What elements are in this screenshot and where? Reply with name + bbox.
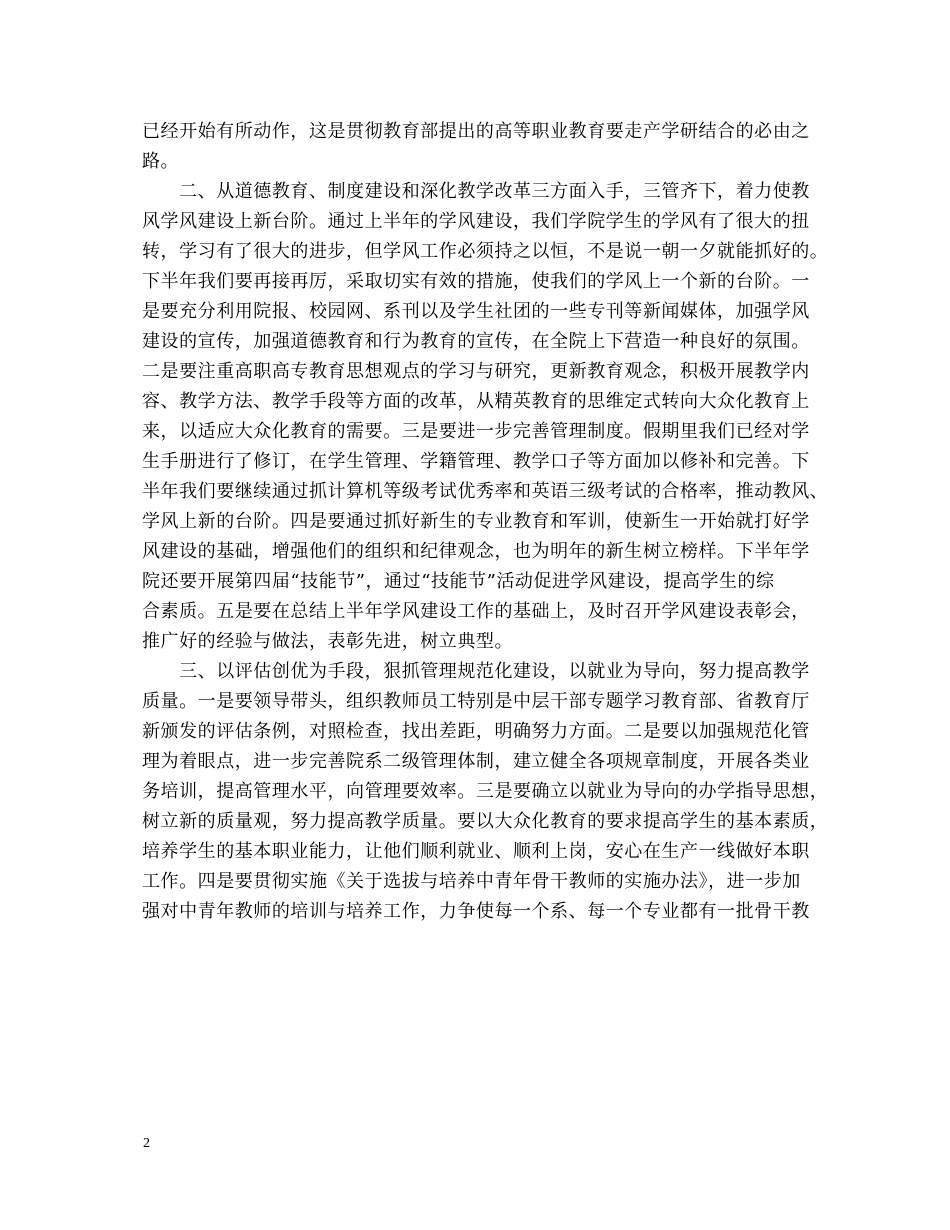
text-line: 来，以适应大众化教育的需要。三是要进一步完善管理制度。假期里我们已经对学 xyxy=(142,421,810,442)
text-line: 培养学生的基本职业能力，让他们顺利就业、顺利上岗，安心在生产一线做好本职 xyxy=(142,841,810,862)
text-line: 学风上新的台阶。四是要通过抓好新生的专业教育和军训，使新生一开始就打好学 xyxy=(142,511,810,532)
text-line: 新颁发的评估条例，对照检查，找出差距，明确努力方面。二是要以加强规范化管 xyxy=(142,721,810,742)
text-line: 建设的宣传，加强道德教育和行为教育的宣传，在全院上下营造一种良好的氛围。 xyxy=(142,331,810,352)
text-line: 树立新的质量观，努力提高教学质量。要以大众化教育的要求提高学生的基本素质， xyxy=(142,811,829,832)
text-line: 务培训，提高管理水平，向管理要效率。三是要确立以就业为导向的办学指导思想， xyxy=(142,781,829,802)
text-line: 下半年我们要再接再厉，采取切实有效的措施，使我们的学风上一个新的台阶。一 xyxy=(142,271,810,292)
text-line: 已经开始有所动作，这是贯彻教育部提出的高等职业教育要走产学研结合的必由之 xyxy=(142,121,810,142)
text-line: 转，学习有了很大的进步，但学风工作必须持之以恒，不是说一朝一夕就能抓好的。 xyxy=(142,241,829,262)
text-line: 院还要开展第四届“技能节”，通过“技能节”活动促进学风建设，提高学生的综 xyxy=(142,571,775,592)
text-line: 风学风建设上新台阶。通过上半年的学风建设，我们学院学生的学风有了很大的扭 xyxy=(142,211,810,232)
body-text xyxy=(142,117,842,927)
text-line: 质量。一是要领导带头，组织教师员工特别是中层干部专题学习教育部、省教育厅 xyxy=(142,691,810,712)
text-line: 风建设的基础，增强他们的组织和纪律观念，也为明年的新生树立榜样。下半年学 xyxy=(142,541,810,562)
page-number: 2 xyxy=(143,1136,150,1151)
text-line: 合素质。五是要在总结上半年学风建设工作的基础上，及时召开学风建设表彰会， xyxy=(142,601,810,622)
text-line: 三、以评估创优为手段，狠抓管理规范化建设，以就业为导向，努力提高教学 xyxy=(142,661,810,682)
text-line: 强对中青年教师的培训与培养工作，力争使每一个系、每一个专业都有一批骨干教 xyxy=(142,901,810,922)
text-line: 二是要注重高职高专教育思想观点的学习与研究，更新教育观念，积极开展教学内 xyxy=(142,361,810,382)
text-line: 路。 xyxy=(142,151,180,172)
text-line: 推广好的经验与做法，表彰先进，树立典型。 xyxy=(142,631,513,652)
text-line: 理为着眼点，进一步完善院系二级管理体制，建立健全各项规章制度，开展各类业 xyxy=(142,751,810,772)
text-line: 工作。四是要贯彻实施《关于选拔与培养中青年骨干教师的实施办法》，进一步加 xyxy=(142,871,801,892)
text-line: 半年我们要继续通过抓计算机等级考试优秀率和英语三级考试的合格率，推动教风、 xyxy=(142,481,829,502)
text-line: 容、教学方法、教学手段等方面的改革，从精英教育的思维定式转向大众化教育上 xyxy=(142,391,810,412)
text-line: 生手册进行了修订，在学生管理、学籍管理、教学口子等方面加以修补和完善。下 xyxy=(142,451,810,472)
text-line: 是要充分利用院报、校园网、系刊以及学生社团的一些专刊等新闻媒体，加强学风 xyxy=(142,301,810,322)
text-line: 二、从道德教育、制度建设和深化教学改革三方面入手，三管齐下，着力使教 xyxy=(142,181,810,202)
